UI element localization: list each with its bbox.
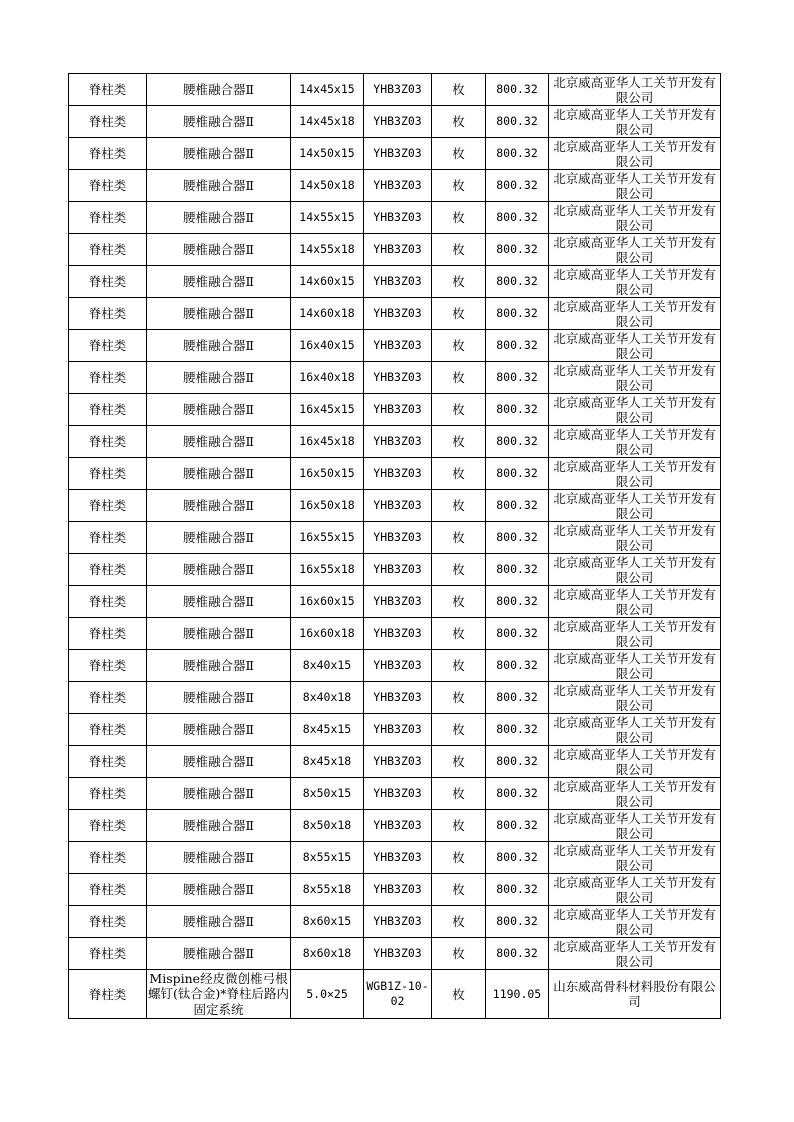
category-cell: 脊柱类 bbox=[69, 362, 147, 394]
model-cell: YHB3Z03 bbox=[364, 714, 432, 746]
manufacturer-cell: 北京威高亚华人工关节开发有限公司 bbox=[549, 778, 721, 810]
manufacturer-cell: 北京威高亚华人工关节开发有限公司 bbox=[549, 586, 721, 618]
price-cell: 800.32 bbox=[486, 746, 549, 778]
model-cell: YHB3Z03 bbox=[364, 778, 432, 810]
table-row bbox=[69, 522, 721, 554]
model-cell: YHB3Z03 bbox=[364, 202, 432, 234]
product-name-cell: 腰椎融合器Ⅱ bbox=[147, 874, 291, 906]
unit-cell: 枚 bbox=[432, 586, 486, 618]
unit-cell: 枚 bbox=[432, 202, 486, 234]
manufacturer-cell: 北京威高亚华人工关节开发有限公司 bbox=[549, 106, 721, 138]
manufacturer-cell: 北京威高亚华人工关节开发有限公司 bbox=[549, 298, 721, 330]
unit-cell: 枚 bbox=[432, 330, 486, 362]
product-name-cell: 腰椎融合器Ⅱ bbox=[147, 426, 291, 458]
spec-cell: 14x45x18 bbox=[291, 106, 364, 138]
category-cell: 脊柱类 bbox=[69, 586, 147, 618]
model-cell: YHB3Z03 bbox=[364, 586, 432, 618]
product-name-cell: 腰椎融合器Ⅱ bbox=[147, 362, 291, 394]
category-cell: 脊柱类 bbox=[69, 746, 147, 778]
price-cell: 800.32 bbox=[486, 842, 549, 874]
manufacturer-cell: 北京威高亚华人工关节开发有限公司 bbox=[549, 170, 721, 202]
product-name-cell: 腰椎融合器Ⅱ bbox=[147, 650, 291, 682]
model-cell: YHB3Z03 bbox=[364, 682, 432, 714]
price-cell: 800.32 bbox=[486, 682, 549, 714]
price-cell: 800.32 bbox=[486, 586, 549, 618]
manufacturer-cell: 北京威高亚华人工关节开发有限公司 bbox=[549, 906, 721, 938]
table-row bbox=[69, 106, 721, 138]
category-cell: 脊柱类 bbox=[69, 522, 147, 554]
price-cell: 800.32 bbox=[486, 394, 549, 426]
unit-cell: 枚 bbox=[432, 266, 486, 298]
category-cell: 脊柱类 bbox=[69, 426, 147, 458]
spec-cell: 8x50x18 bbox=[291, 810, 364, 842]
spec-cell: 16x50x18 bbox=[291, 490, 364, 522]
product-name-cell: 腰椎融合器Ⅱ bbox=[147, 906, 291, 938]
model-cell: YHB3Z03 bbox=[364, 650, 432, 682]
model-cell: YHB3Z03 bbox=[364, 746, 432, 778]
manufacturer-cell: 北京威高亚华人工关节开发有限公司 bbox=[549, 650, 721, 682]
model-cell: YHB3Z03 bbox=[364, 234, 432, 266]
model-cell: YHB3Z03 bbox=[364, 938, 432, 970]
spec-cell: 14x45x15 bbox=[291, 74, 364, 106]
table-row bbox=[69, 266, 721, 298]
price-cell: 800.32 bbox=[486, 458, 549, 490]
price-cell: 800.32 bbox=[486, 266, 549, 298]
category-cell: 脊柱类 bbox=[69, 970, 147, 1019]
spec-cell: 14x50x18 bbox=[291, 170, 364, 202]
manufacturer-cell: 北京威高亚华人工关节开发有限公司 bbox=[549, 330, 721, 362]
unit-cell: 枚 bbox=[432, 842, 486, 874]
manufacturer-cell: 北京威高亚华人工关节开发有限公司 bbox=[549, 490, 721, 522]
product-name-cell: 腰椎融合器Ⅱ bbox=[147, 586, 291, 618]
price-cell: 800.32 bbox=[486, 106, 549, 138]
category-cell: 脊柱类 bbox=[69, 842, 147, 874]
product-name-cell: 腰椎融合器Ⅱ bbox=[147, 266, 291, 298]
spec-cell: 16x55x18 bbox=[291, 554, 364, 586]
table-row bbox=[69, 906, 721, 938]
table-row bbox=[69, 298, 721, 330]
unit-cell: 枚 bbox=[432, 746, 486, 778]
manufacturer-cell: 北京威高亚华人工关节开发有限公司 bbox=[549, 458, 721, 490]
manufacturer-cell: 北京威高亚华人工关节开发有限公司 bbox=[549, 362, 721, 394]
spec-cell: 16x55x15 bbox=[291, 522, 364, 554]
table-row bbox=[69, 650, 721, 682]
spec-cell: 16x45x18 bbox=[291, 426, 364, 458]
model-cell: YHB3Z03 bbox=[364, 490, 432, 522]
price-cell: 800.32 bbox=[486, 810, 549, 842]
unit-cell: 枚 bbox=[432, 522, 486, 554]
table-row bbox=[69, 554, 721, 586]
spec-cell: 8x55x18 bbox=[291, 874, 364, 906]
product-name-cell: 腰椎融合器Ⅱ bbox=[147, 938, 291, 970]
price-cell: 800.32 bbox=[486, 778, 549, 810]
model-cell: YHB3Z03 bbox=[364, 458, 432, 490]
model-cell: YHB3Z03 bbox=[364, 810, 432, 842]
model-cell: YHB3Z03 bbox=[364, 842, 432, 874]
price-cell: 800.32 bbox=[486, 234, 549, 266]
table-row bbox=[69, 74, 721, 106]
spec-cell: 14x60x18 bbox=[291, 298, 364, 330]
price-cell: 800.32 bbox=[486, 202, 549, 234]
table-row bbox=[69, 458, 721, 490]
table-row bbox=[69, 618, 721, 650]
category-cell: 脊柱类 bbox=[69, 810, 147, 842]
spec-cell: 14x55x18 bbox=[291, 234, 364, 266]
unit-cell: 枚 bbox=[432, 138, 486, 170]
product-name-cell: 腰椎融合器Ⅱ bbox=[147, 746, 291, 778]
table-row bbox=[69, 202, 721, 234]
spec-cell: 16x50x15 bbox=[291, 458, 364, 490]
product-name-cell: 腰椎融合器Ⅱ bbox=[147, 106, 291, 138]
table-row bbox=[69, 394, 721, 426]
unit-cell: 枚 bbox=[432, 682, 486, 714]
unit-cell: 枚 bbox=[432, 394, 486, 426]
unit-cell: 枚 bbox=[432, 906, 486, 938]
unit-cell: 枚 bbox=[432, 490, 486, 522]
table-row bbox=[69, 970, 721, 1019]
price-cell: 800.32 bbox=[486, 650, 549, 682]
table-row bbox=[69, 490, 721, 522]
table-row bbox=[69, 586, 721, 618]
spec-cell: 8x50x15 bbox=[291, 778, 364, 810]
manufacturer-cell: 北京威高亚华人工关节开发有限公司 bbox=[549, 618, 721, 650]
model-cell: YHB3Z03 bbox=[364, 618, 432, 650]
price-cell: 800.32 bbox=[486, 362, 549, 394]
table-row bbox=[69, 138, 721, 170]
price-cell: 800.32 bbox=[486, 138, 549, 170]
spec-cell: 16x60x15 bbox=[291, 586, 364, 618]
spec-cell: 8x40x15 bbox=[291, 650, 364, 682]
price-cell: 800.32 bbox=[486, 170, 549, 202]
unit-cell: 枚 bbox=[432, 874, 486, 906]
spec-cell: 16x40x18 bbox=[291, 362, 364, 394]
manufacturer-cell: 北京威高亚华人工关节开发有限公司 bbox=[549, 266, 721, 298]
spec-cell: 8x55x15 bbox=[291, 842, 364, 874]
manufacturer-cell: 北京威高亚华人工关节开发有限公司 bbox=[549, 746, 721, 778]
product-name-cell: 腰椎融合器Ⅱ bbox=[147, 170, 291, 202]
model-cell: YHB3Z03 bbox=[364, 522, 432, 554]
product-table-body bbox=[69, 74, 721, 1019]
price-cell: 800.32 bbox=[486, 618, 549, 650]
product-name-cell: 腰椎融合器Ⅱ bbox=[147, 394, 291, 426]
manufacturer-cell: 北京威高亚华人工关节开发有限公司 bbox=[549, 234, 721, 266]
model-cell: YHB3Z03 bbox=[364, 426, 432, 458]
model-cell: YHB3Z03 bbox=[364, 266, 432, 298]
spec-cell: 14x60x15 bbox=[291, 266, 364, 298]
price-cell: 800.32 bbox=[486, 874, 549, 906]
category-cell: 脊柱类 bbox=[69, 714, 147, 746]
manufacturer-cell: 北京威高亚华人工关节开发有限公司 bbox=[549, 842, 721, 874]
spec-cell: 16x45x15 bbox=[291, 394, 364, 426]
category-cell: 脊柱类 bbox=[69, 906, 147, 938]
table-row bbox=[69, 362, 721, 394]
unit-cell: 枚 bbox=[432, 458, 486, 490]
manufacturer-cell: 北京威高亚华人工关节开发有限公司 bbox=[549, 682, 721, 714]
product-name-cell: 腰椎融合器Ⅱ bbox=[147, 298, 291, 330]
unit-cell: 枚 bbox=[432, 170, 486, 202]
category-cell: 脊柱类 bbox=[69, 298, 147, 330]
model-cell: YHB3Z03 bbox=[364, 554, 432, 586]
table-row bbox=[69, 682, 721, 714]
price-cell: 800.32 bbox=[486, 906, 549, 938]
spec-cell: 8x40x18 bbox=[291, 682, 364, 714]
price-cell: 800.32 bbox=[486, 426, 549, 458]
product-name-cell: 腰椎融合器Ⅱ bbox=[147, 202, 291, 234]
category-cell: 脊柱类 bbox=[69, 874, 147, 906]
unit-cell: 枚 bbox=[432, 106, 486, 138]
manufacturer-cell: 北京威高亚华人工关节开发有限公司 bbox=[549, 138, 721, 170]
spec-cell: 5.0×25 bbox=[291, 970, 364, 1019]
model-cell: YHB3Z03 bbox=[364, 298, 432, 330]
spec-cell: 8x45x18 bbox=[291, 746, 364, 778]
category-cell: 脊柱类 bbox=[69, 106, 147, 138]
category-cell: 脊柱类 bbox=[69, 74, 147, 106]
category-cell: 脊柱类 bbox=[69, 938, 147, 970]
product-name-cell: 腰椎融合器Ⅱ bbox=[147, 810, 291, 842]
product-name-cell: 腰椎融合器Ⅱ bbox=[147, 330, 291, 362]
table-row bbox=[69, 938, 721, 970]
model-cell: YHB3Z03 bbox=[364, 906, 432, 938]
unit-cell: 枚 bbox=[432, 650, 486, 682]
spec-cell: 8x60x15 bbox=[291, 906, 364, 938]
spec-cell: 8x45x15 bbox=[291, 714, 364, 746]
product-name-cell: 腰椎融合器Ⅱ bbox=[147, 138, 291, 170]
table-row bbox=[69, 170, 721, 202]
price-cell: 800.32 bbox=[486, 938, 549, 970]
category-cell: 脊柱类 bbox=[69, 554, 147, 586]
unit-cell: 枚 bbox=[432, 714, 486, 746]
product-name-cell: 腰椎融合器Ⅱ bbox=[147, 842, 291, 874]
spec-cell: 16x40x15 bbox=[291, 330, 364, 362]
product-table bbox=[68, 73, 721, 1019]
price-cell: 800.32 bbox=[486, 490, 549, 522]
model-cell: YHB3Z03 bbox=[364, 394, 432, 426]
model-cell: YHB3Z03 bbox=[364, 106, 432, 138]
manufacturer-cell: 山东威高骨科材料股份有限公司 bbox=[549, 970, 721, 1019]
product-name-cell: 腰椎融合器Ⅱ bbox=[147, 234, 291, 266]
table-row bbox=[69, 810, 721, 842]
price-cell: 1190.05 bbox=[486, 970, 549, 1019]
spec-cell: 8x60x18 bbox=[291, 938, 364, 970]
manufacturer-cell: 北京威高亚华人工关节开发有限公司 bbox=[549, 522, 721, 554]
table-row bbox=[69, 426, 721, 458]
table-row bbox=[69, 874, 721, 906]
table-row bbox=[69, 842, 721, 874]
unit-cell: 枚 bbox=[432, 938, 486, 970]
unit-cell: 枚 bbox=[432, 618, 486, 650]
product-name-cell: 腰椎融合器Ⅱ bbox=[147, 554, 291, 586]
product-name-cell: 腰椎融合器Ⅱ bbox=[147, 682, 291, 714]
table-row bbox=[69, 746, 721, 778]
model-cell: YHB3Z03 bbox=[364, 170, 432, 202]
model-cell: YHB3Z03 bbox=[364, 330, 432, 362]
category-cell: 脊柱类 bbox=[69, 682, 147, 714]
model-cell: YHB3Z03 bbox=[364, 74, 432, 106]
model-cell: YHB3Z03 bbox=[364, 362, 432, 394]
manufacturer-cell: 北京威高亚华人工关节开发有限公司 bbox=[549, 938, 721, 970]
category-cell: 脊柱类 bbox=[69, 650, 147, 682]
price-cell: 800.32 bbox=[486, 330, 549, 362]
manufacturer-cell: 北京威高亚华人工关节开发有限公司 bbox=[549, 874, 721, 906]
table-row bbox=[69, 234, 721, 266]
unit-cell: 枚 bbox=[432, 554, 486, 586]
product-name-cell: 腰椎融合器Ⅱ bbox=[147, 458, 291, 490]
product-name-cell: 腰椎融合器Ⅱ bbox=[147, 522, 291, 554]
product-name-cell: 腰椎融合器Ⅱ bbox=[147, 490, 291, 522]
manufacturer-cell: 北京威高亚华人工关节开发有限公司 bbox=[549, 426, 721, 458]
product-name-cell: 腰椎融合器Ⅱ bbox=[147, 618, 291, 650]
category-cell: 脊柱类 bbox=[69, 458, 147, 490]
category-cell: 脊柱类 bbox=[69, 170, 147, 202]
product-name-cell: Mispine经皮微创椎弓根螺钉(钛合金)*脊柱后路内固定系统 bbox=[147, 970, 289, 1017]
manufacturer-cell: 北京威高亚华人工关节开发有限公司 bbox=[549, 74, 721, 106]
category-cell: 脊柱类 bbox=[69, 202, 147, 234]
category-cell: 脊柱类 bbox=[69, 330, 147, 362]
product-name-cell: 腰椎融合器Ⅱ bbox=[147, 778, 291, 810]
model-cell: YHB3Z03 bbox=[364, 874, 432, 906]
unit-cell: 枚 bbox=[432, 970, 486, 1019]
category-cell: 脊柱类 bbox=[69, 266, 147, 298]
product-name-cell: 腰椎融合器Ⅱ bbox=[147, 74, 291, 106]
manufacturer-cell: 北京威高亚华人工关节开发有限公司 bbox=[549, 394, 721, 426]
unit-cell: 枚 bbox=[432, 810, 486, 842]
unit-cell: 枚 bbox=[432, 426, 486, 458]
price-cell: 800.32 bbox=[486, 298, 549, 330]
category-cell: 脊柱类 bbox=[69, 618, 147, 650]
price-cell: 800.32 bbox=[486, 74, 549, 106]
unit-cell: 枚 bbox=[432, 298, 486, 330]
category-cell: 脊柱类 bbox=[69, 394, 147, 426]
table-row bbox=[69, 778, 721, 810]
manufacturer-cell: 北京威高亚华人工关节开发有限公司 bbox=[549, 554, 721, 586]
price-cell: 800.32 bbox=[486, 554, 549, 586]
unit-cell: 枚 bbox=[432, 234, 486, 266]
unit-cell: 枚 bbox=[432, 778, 486, 810]
product-name-cell: 腰椎融合器Ⅱ bbox=[147, 714, 291, 746]
model-cell: YHB3Z03 bbox=[364, 138, 432, 170]
unit-cell: 枚 bbox=[432, 362, 486, 394]
manufacturer-cell: 北京威高亚华人工关节开发有限公司 bbox=[549, 202, 721, 234]
spec-cell: 14x50x15 bbox=[291, 138, 364, 170]
table-row bbox=[69, 714, 721, 746]
category-cell: 脊柱类 bbox=[69, 138, 147, 170]
category-cell: 脊柱类 bbox=[69, 490, 147, 522]
spec-cell: 14x55x15 bbox=[291, 202, 364, 234]
unit-cell: 枚 bbox=[432, 74, 486, 106]
manufacturer-cell: 北京威高亚华人工关节开发有限公司 bbox=[549, 714, 721, 746]
table-row bbox=[69, 330, 721, 362]
manufacturer-cell: 北京威高亚华人工关节开发有限公司 bbox=[549, 810, 721, 842]
price-cell: 800.32 bbox=[486, 522, 549, 554]
spec-cell: 16x60x18 bbox=[291, 618, 364, 650]
price-cell: 800.32 bbox=[486, 714, 549, 746]
model-cell: WGB1Z-10-02 bbox=[364, 970, 432, 1019]
category-cell: 脊柱类 bbox=[69, 778, 147, 810]
category-cell: 脊柱类 bbox=[69, 234, 147, 266]
